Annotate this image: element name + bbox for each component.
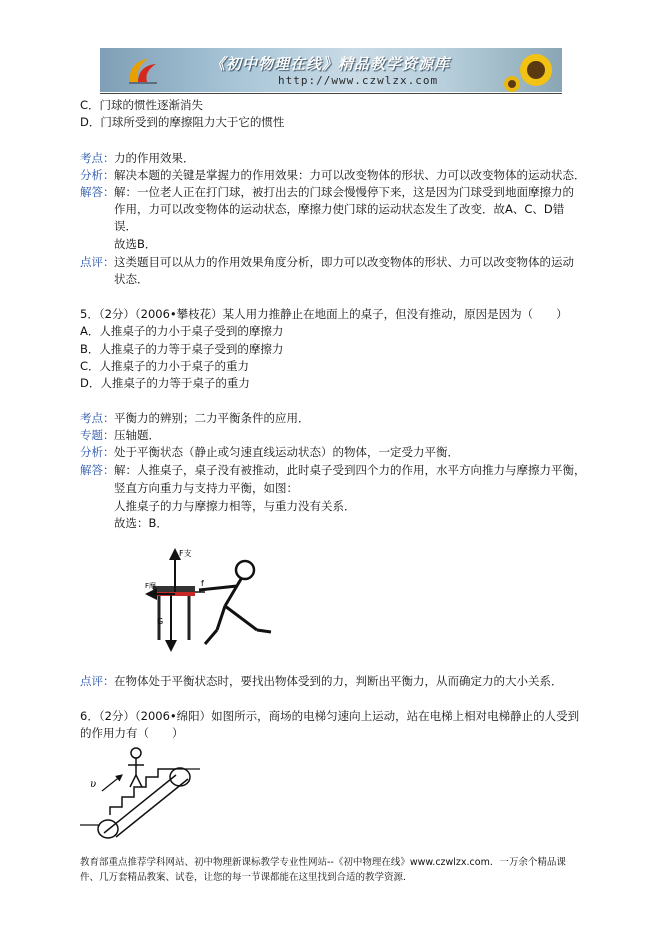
person-leg bbox=[205, 630, 217, 644]
push-label: f bbox=[201, 579, 204, 588]
dianping-line2-prev: 状态． bbox=[114, 272, 149, 286]
header-divider bbox=[100, 93, 562, 94]
header-banner bbox=[100, 48, 562, 92]
person-head bbox=[236, 561, 254, 579]
velocity-arrow bbox=[102, 775, 122, 791]
person-leg bbox=[225, 606, 257, 630]
fenxi-label-prev: 分析： bbox=[80, 168, 115, 182]
q5-jieda-line1: 解：人推桌子，桌子没有被推动，此时桌子受到四个力的作用，水平方向推力与摩擦力平衡， bbox=[114, 463, 586, 477]
q5-dianping-label: 点评： bbox=[80, 674, 115, 688]
fenxi-text-prev: 解决本题的关键是掌握力的作用效果：力可以改变物体的形状、力可以改变物体的运动状态． bbox=[114, 168, 586, 182]
person-leg bbox=[217, 606, 225, 630]
sunflower-icon bbox=[502, 48, 562, 92]
q5-stem: 5．（2分）（2006•攀枝花）某人用力推静止在地面上的桌子，但没有推动，原因是因为（ ） bbox=[80, 307, 568, 321]
person-head bbox=[131, 748, 141, 758]
q5-option-c: C．人推桌子的力小于桌子的重力 bbox=[80, 359, 250, 373]
q5-option-a: A．人推桌子的力小于桌子受到的摩擦力 bbox=[80, 324, 284, 338]
person-leg bbox=[257, 630, 271, 632]
dianping-line1-prev: 这类题目可以从力的作用效果角度分析，即力可以改变物体的形状、力可以改变物体的运动 bbox=[114, 255, 574, 269]
q5-kaodian-label: 考点： bbox=[80, 411, 115, 425]
q5-jieda-label: 解答： bbox=[80, 463, 115, 477]
q5-fenxi-text: 处于平衡状态（静止或匀速直线运动状态）的物体，一定受力平衡． bbox=[114, 445, 459, 459]
footer-line2: 件、几万套精品教案、试卷，让您的每一节课都能在这里找到合适的教学资源． bbox=[80, 872, 413, 883]
q5-zhuanti-label: 专题： bbox=[80, 428, 115, 442]
person-arm bbox=[199, 586, 237, 590]
escalator-rail bbox=[116, 779, 188, 837]
person-body bbox=[225, 579, 241, 606]
option-d-prev: D．门球所受到的摩擦阻力大于它的惯性 bbox=[80, 115, 285, 129]
velocity-label: υ bbox=[90, 779, 97, 790]
q5-fenxi-label: 分析： bbox=[80, 445, 115, 459]
q5-dianping-text: 在物体处于平衡状态时，要找出物体受到的力，判断出平衡力，从而确定力的大小关系． bbox=[114, 674, 563, 688]
q5-option-b: B．人推桌子的力等于桌子受到的摩擦力 bbox=[80, 342, 284, 356]
header-url[interactable]: http://www.czwlzx.com bbox=[278, 74, 439, 87]
jieda-line1-prev: 解：一位老人正在打门球，被打出去的门球会慢慢停下来，这是因为门球受到地面摩擦力的 bbox=[114, 185, 574, 199]
jieda-line3-prev: 误． bbox=[114, 219, 137, 233]
q5-option-d: D．人推桌子的力等于桌子的重力 bbox=[80, 376, 250, 390]
jieda-line2-prev: 作用，力可以改变物体的运动状态，摩擦力使门球的运动状态发生了改变．故A、C、D错 bbox=[114, 202, 565, 216]
jieda-label-prev: 解答： bbox=[80, 185, 115, 199]
person-leg bbox=[136, 775, 142, 787]
kaodian-text-prev: 力的作用效果． bbox=[114, 151, 195, 165]
q5-jieda-line2: 竖直方向重力与支持力平衡，如图： bbox=[114, 481, 298, 495]
escalator-steps bbox=[110, 769, 176, 815]
q6-stem-line1: 6．（2分）（2006•绵阳）如图所示，商场的电梯匀速向上运动，站在电梯上相对电梯静止的人受到 bbox=[80, 709, 580, 723]
friction-label: F摩 bbox=[145, 582, 157, 590]
escalator-figure bbox=[80, 745, 200, 840]
kaodian-label-prev: 考点： bbox=[80, 151, 115, 165]
q5-jieda-line4: 故选：B． bbox=[114, 516, 168, 530]
logo-icon bbox=[126, 56, 160, 86]
header-title: 《初中物理在线》精品教学资源库 bbox=[210, 55, 451, 73]
person-leg bbox=[130, 775, 136, 787]
q5-jieda-line3: 人推桌子的力与摩擦力相等，与重力没有关系． bbox=[114, 499, 356, 513]
jieda-line4-prev: 故选B． bbox=[114, 237, 157, 251]
dianping-label-prev: 点评： bbox=[80, 255, 115, 269]
force-diagram bbox=[145, 540, 295, 658]
gravity-label: G bbox=[157, 617, 164, 626]
q6-stem-line2: 的作用力有（ ） bbox=[80, 726, 184, 740]
q5-zhuanti-text: 压轴题． bbox=[114, 428, 160, 442]
footer-line1: 教育部重点推荐学科网站、初中物理新课标教学专业性网站--《初中物理在线》www.czwlzx.com．一万余个精品课 bbox=[80, 857, 566, 868]
q5-kaodian-text: 平衡力的辨别；二力平衡条件的应用． bbox=[114, 411, 310, 425]
footer bbox=[80, 855, 600, 885]
support-label: F支 bbox=[179, 549, 192, 558]
option-c-prev: C．门球的惯性逐渐消失 bbox=[80, 98, 204, 112]
